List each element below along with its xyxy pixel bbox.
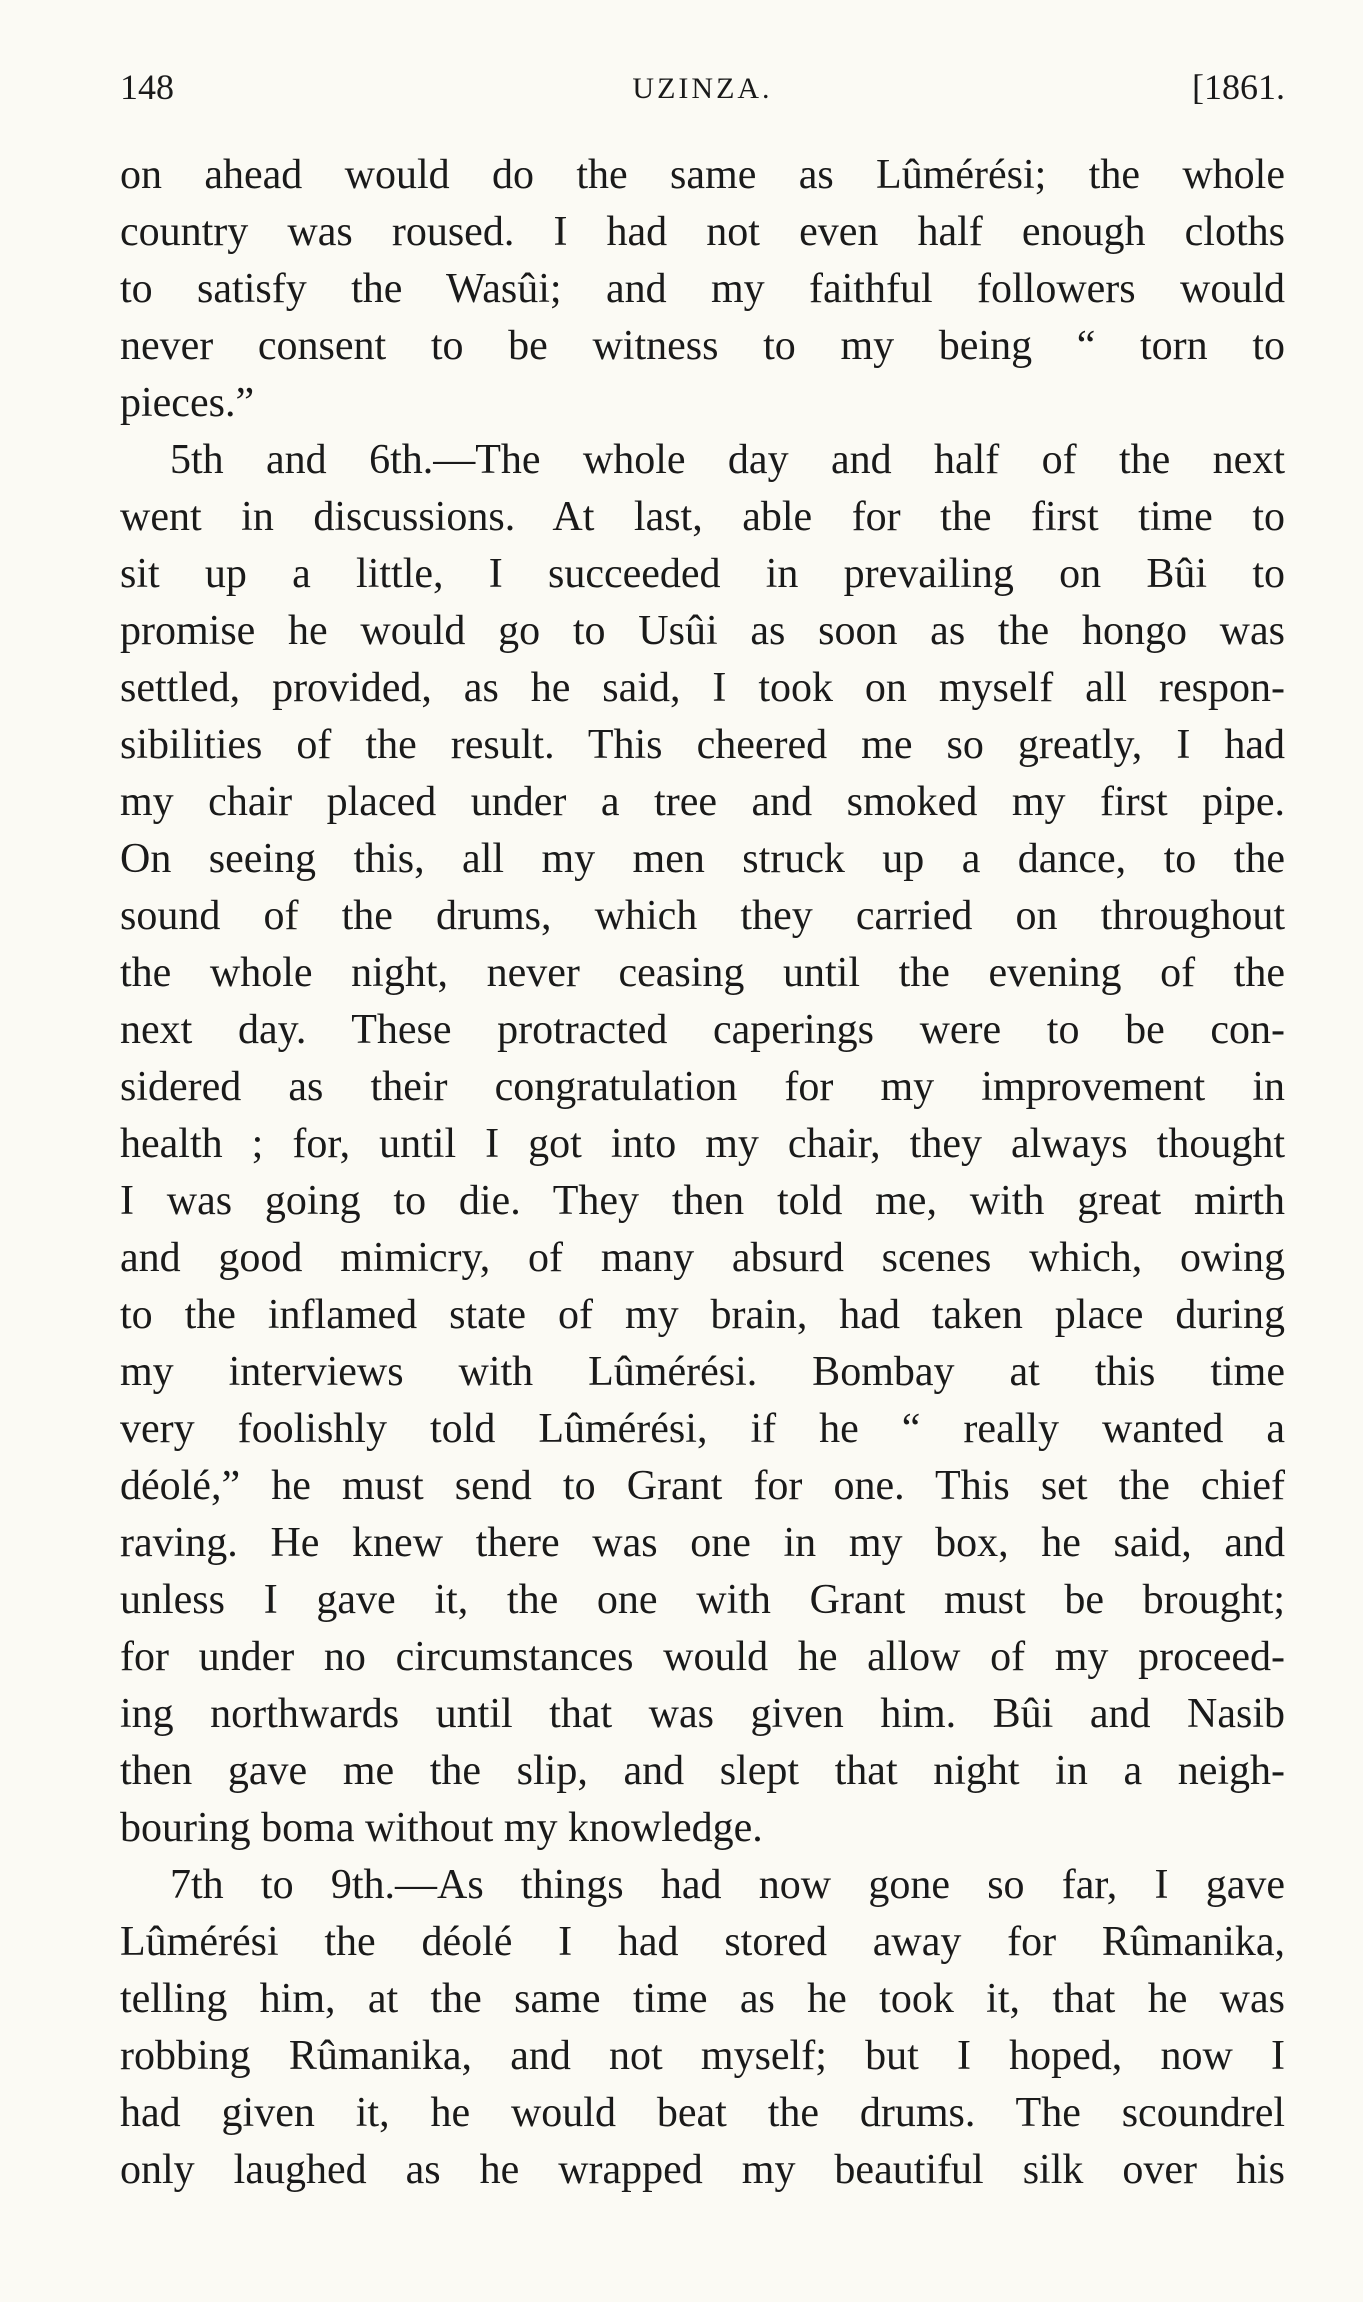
- text-line: I was going to die. They then told me, with great mirth: [120, 1178, 1285, 1224]
- page-body-text: [120, 147, 1285, 2199]
- text-line: settled, provided, as he said, I took on myself all respon-: [120, 665, 1285, 711]
- header-year: [1861.: [1192, 67, 1285, 107]
- text-line: on ahead would do the same as Lûmérési; the whole: [120, 152, 1285, 198]
- text-line: had given it, he would beat the drums. The scoundrel: [120, 2090, 1285, 2136]
- text-line: sound of the drums, which they carried on throughout: [120, 893, 1285, 939]
- text-line: pieces.”: [120, 380, 255, 426]
- text-line: 7th to 9th.—As things had now gone so far, I gave: [170, 1862, 1285, 1908]
- text-line: telling him, at the same time as he took it, that he was: [120, 1976, 1285, 2022]
- text-line: my interviews with Lûmérési. Bombay at this time: [120, 1349, 1285, 1395]
- text-line: to the inflamed state of my brain, had taken place during: [120, 1292, 1285, 1338]
- text-line: only laughed as he wrapped my beautiful silk over his: [120, 2147, 1285, 2193]
- text-line: raving. He knew there was one in my box, he said, and: [120, 1520, 1285, 1566]
- text-line: déolé,” he must send to Grant for one. This set the chief: [120, 1463, 1285, 1509]
- text-line: bouring boma without my knowledge.: [120, 1805, 763, 1851]
- text-line: then gave me the slip, and slept that night in a neigh-: [120, 1748, 1285, 1794]
- text-line: 5th and 6th.—The whole day and half of the next: [170, 437, 1285, 483]
- text-line: sibilities of the result. This cheered me so greatly, I had: [120, 722, 1285, 768]
- text-line: promise he would go to Usûi as soon as the hongo was: [120, 608, 1285, 654]
- page-number: 148: [120, 67, 174, 107]
- text-line: On seeing this, all my men struck up a dance, to the: [120, 836, 1285, 882]
- text-line: sidered as their congratulation for my improvement in: [120, 1064, 1285, 1110]
- text-line: health ; for, until I got into my chair, they always thought: [120, 1121, 1285, 1167]
- text-line: the whole night, never ceasing until the evening of the: [120, 950, 1285, 996]
- text-line: for under no circumstances would he allow of my proceed-: [120, 1634, 1285, 1680]
- text-line: robbing Rûmanika, and not myself; but I hoped, now I: [120, 2033, 1285, 2079]
- text-line: and good mimicry, of many absurd scenes which, owing: [120, 1235, 1285, 1281]
- text-line: Lûmérési the déolé I had stored away for Rûmanika,: [120, 1919, 1285, 1965]
- running-title: UZINZA.: [632, 72, 773, 105]
- text-line: next day. These protracted caperings were to be con-: [120, 1007, 1285, 1053]
- text-line: sit up a little, I succeeded in prevailing on Bûi to: [120, 551, 1285, 597]
- text-line: my chair placed under a tree and smoked my first pipe.: [120, 779, 1285, 825]
- text-line: country was roused. I had not even half enough cloths: [120, 209, 1285, 255]
- text-line: went in discussions. At last, able for the first time to: [120, 494, 1285, 540]
- text-line: never consent to be witness to my being “ torn to: [120, 323, 1285, 369]
- text-line: very foolishly told Lûmérési, if he “ really wanted a: [120, 1406, 1285, 1452]
- text-line: ing northwards until that was given him. Bûi and Nasib: [120, 1691, 1285, 1737]
- text-line: unless I gave it, the one with Grant must be brought;: [120, 1577, 1285, 1623]
- text-line: to satisfy the Wasûi; and my faithful followers would: [120, 266, 1285, 312]
- running-header: [120, 58, 1285, 118]
